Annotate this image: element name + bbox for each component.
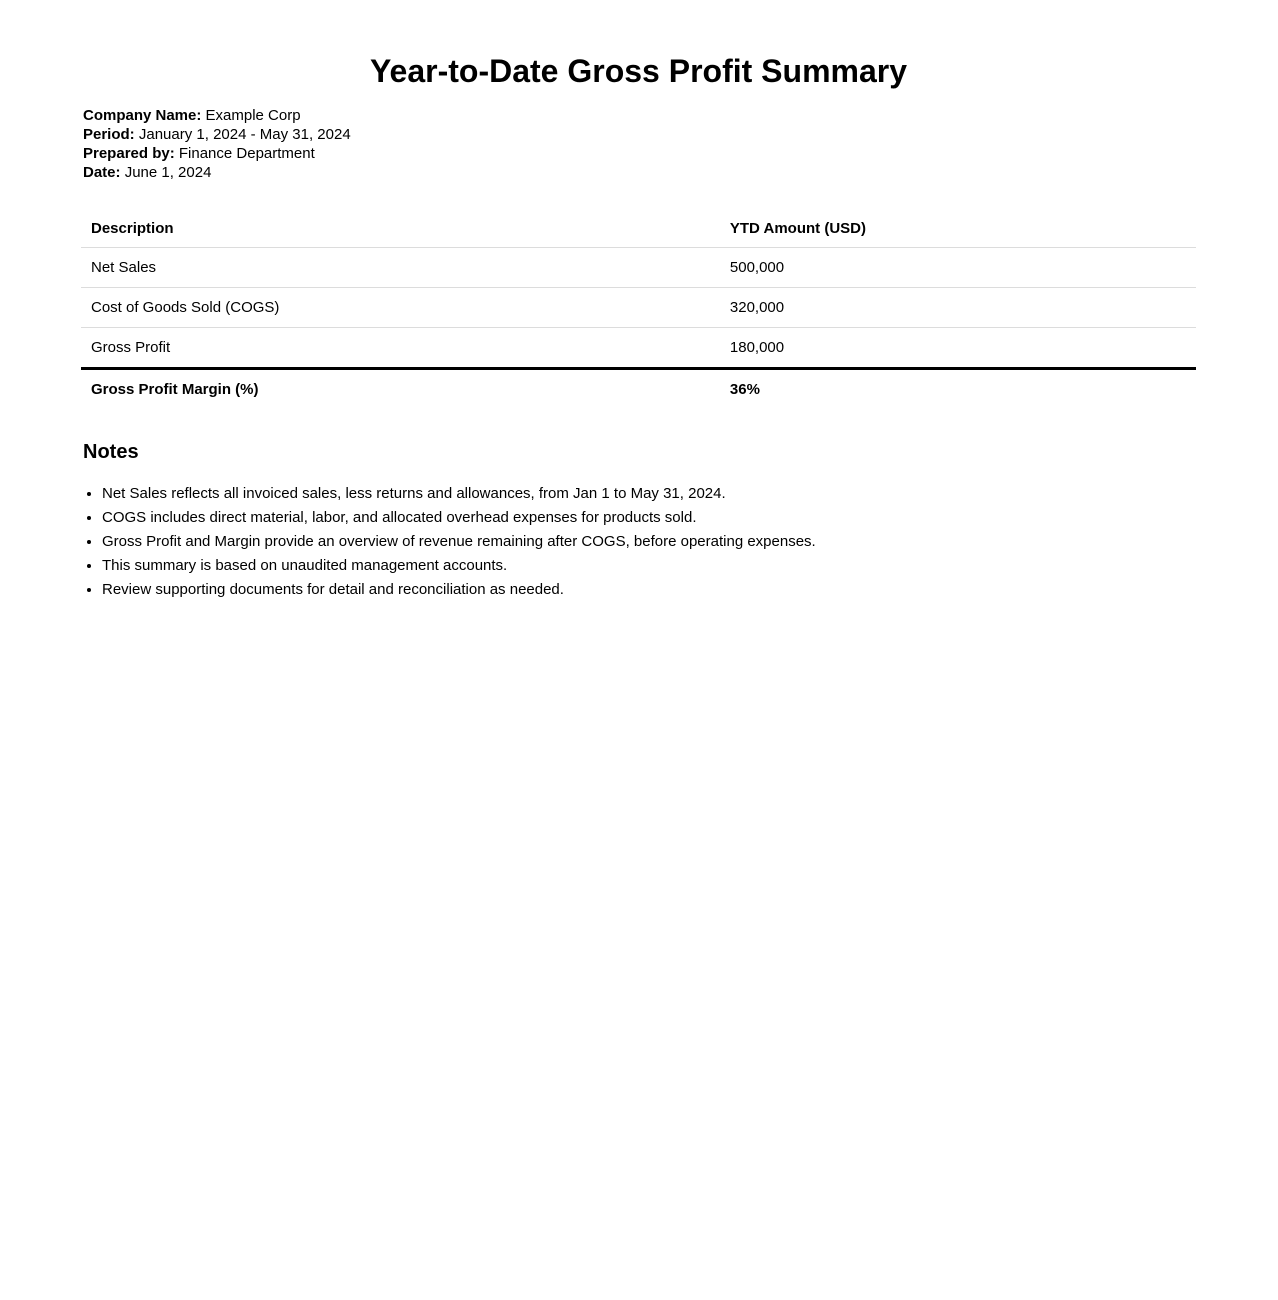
row-amount: 500,000: [720, 248, 1196, 288]
notes-heading: Notes: [83, 441, 139, 463]
table-row: [81, 328, 1196, 369]
meta-prepared-by: [83, 144, 1196, 163]
meta-prepared-by-value: Finance Department: [178, 145, 315, 162]
meta-date: [83, 163, 1196, 182]
table-header-row: [81, 210, 1196, 248]
meta-company: [83, 106, 1196, 125]
note-item: • Review supporting documents for detail and reconciliation as needed.: [102, 580, 1196, 599]
total-row-description: Gross Profit Margin (%): [91, 381, 259, 398]
total-row: [81, 369, 1196, 410]
col-header-description: Description: [81, 210, 720, 248]
row-amount: 320,000: [720, 288, 1196, 328]
meta-company-value: Example Corp: [205, 107, 301, 124]
gross-profit-table: [81, 210, 1196, 409]
meta-date-label: Date:: [83, 164, 121, 181]
notes-list: [81, 484, 1196, 599]
table-row: [81, 248, 1196, 288]
row-description: Gross Profit: [81, 328, 720, 369]
meta-company-label: Company Name:: [83, 107, 202, 124]
row-amount: 180,000: [720, 328, 1196, 369]
note-item: • Net Sales reflects all invoiced sales, less returns and allowances, from Jan 1 to May 31, 2024.: [102, 484, 1196, 503]
row-description: Net Sales: [81, 248, 720, 288]
table-row: [81, 288, 1196, 328]
total-row-amount: 36%: [729, 381, 760, 398]
meta-period-label: Period:: [83, 126, 135, 143]
note-item: • COGS includes direct material, labor, and allocated overhead expenses for products sold.: [102, 508, 1196, 527]
meta-prepared-by-label: Prepared by:: [83, 145, 175, 162]
meta-period: [83, 125, 1196, 144]
note-item: • Gross Profit and Margin provide an overview of revenue remaining after COGS, before operating expenses.: [102, 532, 1196, 551]
document-body: [81, 0, 1196, 599]
col-header-amount: YTD Amount (USD): [720, 210, 1196, 248]
metadata-block: [81, 106, 1196, 182]
meta-date-value: June 1, 2024: [124, 164, 212, 181]
page-title: Year-to-Date Gross Profit Summary: [369, 53, 908, 89]
note-item: • This summary is based on unaudited management accounts.: [102, 556, 1196, 575]
row-description: Cost of Goods Sold (COGS): [81, 288, 720, 328]
meta-period-value: January 1, 2024 - May 31, 2024: [138, 126, 351, 143]
